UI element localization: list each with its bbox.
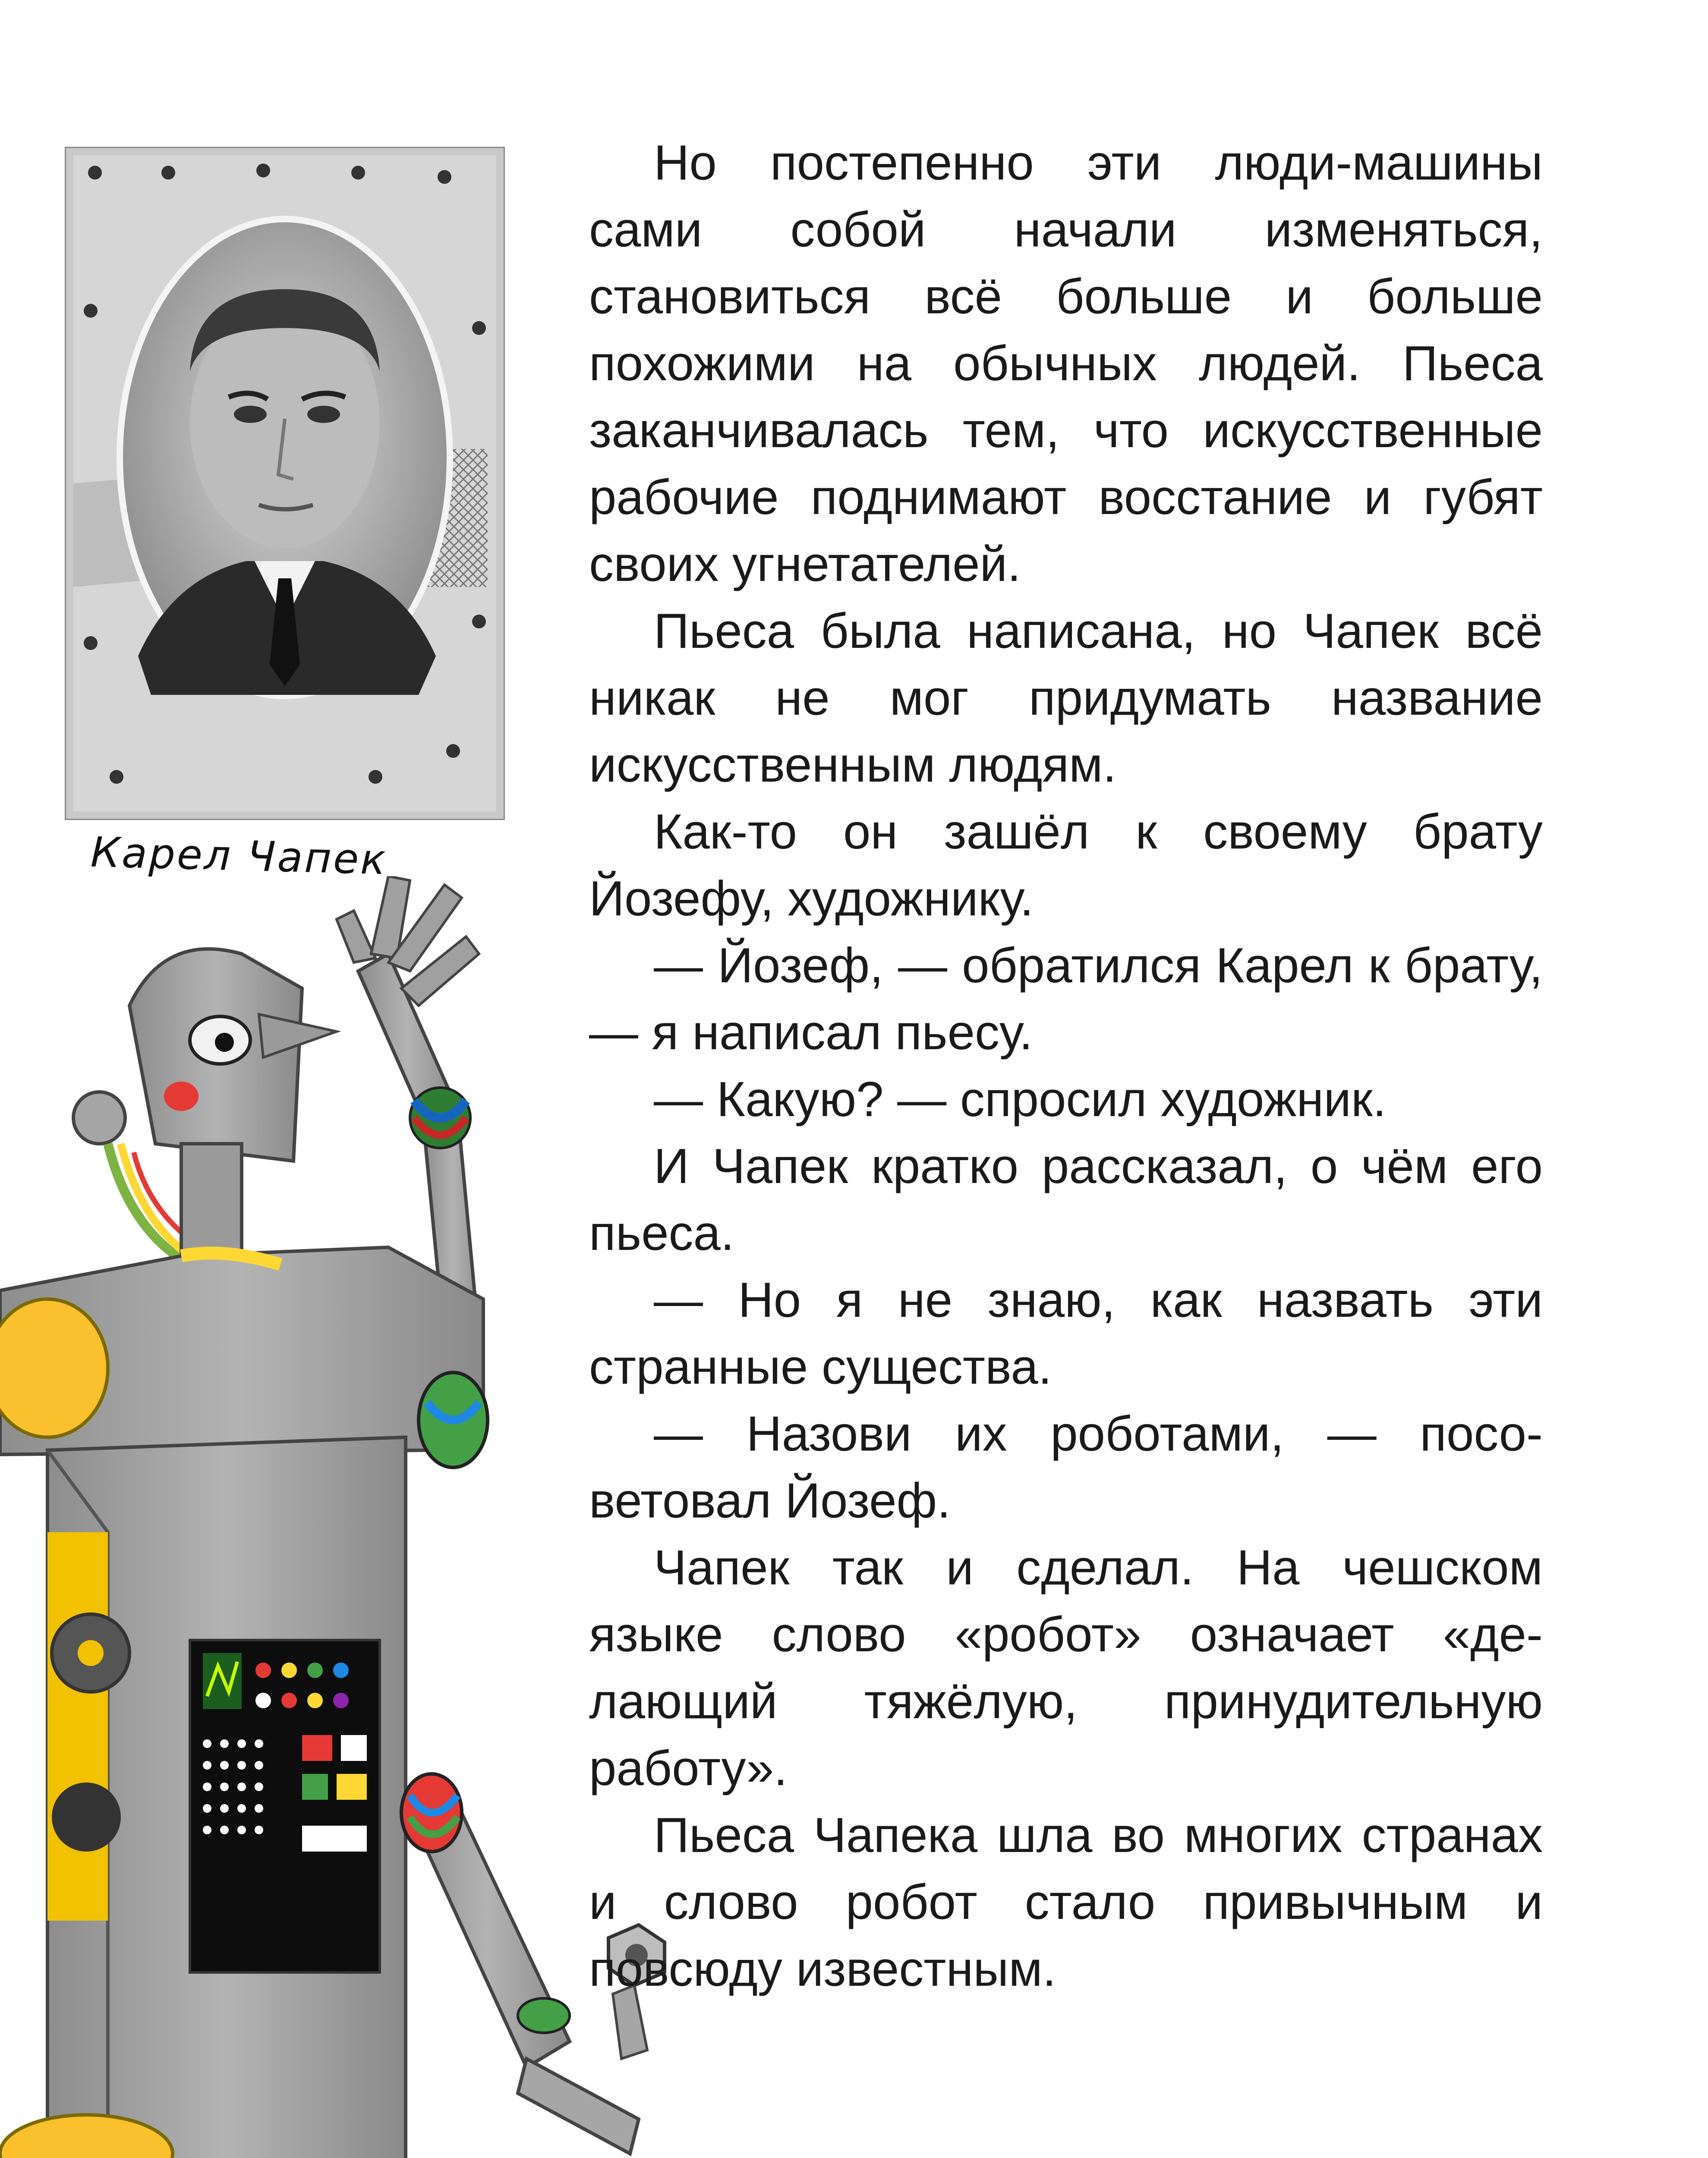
paragraph-5: — Какую? — спросил художник. [654, 1072, 1387, 1127]
portrait-caption: Карел Чапек [90, 828, 388, 884]
paragraph-4: — Йозеф, — обратился Карел к брату, — я написал пьесу. [589, 938, 1543, 1060]
paragraph-9: Чапек так и сделал. На чешском языке слово «робот» означает «делающий тяжёлую, принудительную работу». [589, 1540, 1543, 1796]
paragraph-6: И Чапек кратко рассказал, о чём его пьеса. [589, 1139, 1543, 1261]
article-text [589, 129, 1543, 2003]
paragraph-10: Пьеса Чапека шла во многих странах и слово робот стало привычным и повсюду известным. [589, 1808, 1543, 1997]
portrait-image [65, 147, 505, 820]
paragraph-3: Как-то он зашёл к своему брату Йозефу, художнику. [589, 805, 1543, 926]
paragraph-8: — Назови их роботами, — посоветовал Йозеф. [589, 1407, 1543, 1528]
paragraph-2: Пьеса была написана, но Чапек всё никак не мог придумать название искусственным людям. [589, 604, 1543, 792]
paragraph-7: — Но я не знаю, как назвать эти странные существа. [589, 1273, 1543, 1394]
paragraph-1: Но постепенно эти люди-машины сами собой начали изменяться, становиться всё больше и больше похожими на обычных людей. Пьеса заканчивалась тем, что искусственные рабочие поднимают восстание и губят своих угнетателей. [589, 136, 1543, 592]
